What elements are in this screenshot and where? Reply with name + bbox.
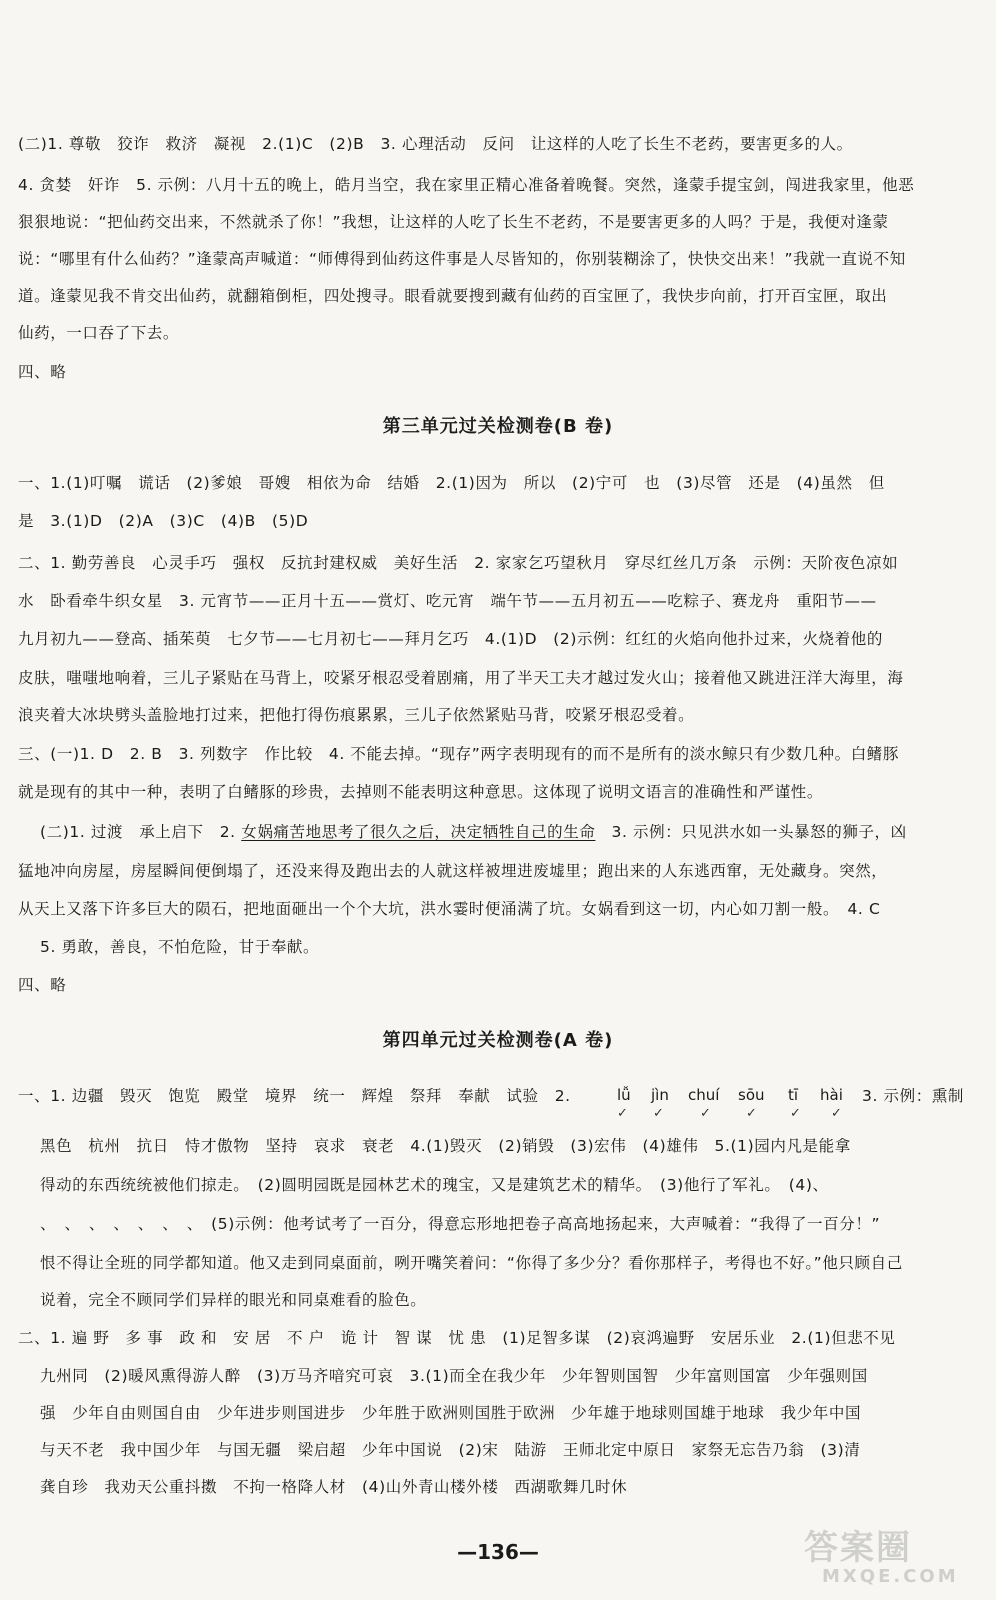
answer-line: 说着，完全不顾同学们异样的眼光和同桌难看的脸色。 (40, 1291, 427, 1309)
pinyin: chuí (688, 1086, 720, 1104)
answer-line: 与天不老 我中国少年 与国无疆 梁启超 少年中国说 (2)宋 陆游 王师北定中原日 家祭无忘告乃翁 (3)清 (40, 1441, 861, 1459)
pinyin: sōu (738, 1086, 765, 1104)
answer-line: 、 、 、 、 、 、 、 (5)示例：他考试考了一百分，得意忘形地把卷子高高地扬起来，大声喊着：“我得了一百分！” (40, 1215, 881, 1233)
answer-line: 狠狠地说：“把仙药交出来，不然就杀了你！”我想，让这样的人吃了长生不老药，不是要害更多的人吗？于是，我便对逢蒙 (18, 213, 889, 231)
underlined-answer: 女娲痛苦地思考了很久之后，决定牺牲自己的生命 (241, 823, 596, 841)
answer-line: 说：“哪里有什么仙药？”逢蒙高声喊道：“师傅得到仙药这件事是人尽皆知的，你别装糊涂了，快快交出来！”我就一直说不知 (18, 250, 906, 268)
pinyin: jìn (651, 1086, 669, 1104)
answer-line: 四、略 (18, 976, 67, 994)
answer-line: 四、略 (18, 363, 67, 381)
answer-line: 一、1.(1)叮嘱 谎话 (2)爹娘 哥嫂 相依为命 结婚 2.(1)因为 所以 (2)宁可 也 (3)尽管 还是 (4)虽然 但 (18, 474, 885, 492)
answer-text: (二)1. 过渡 承上启下 2. (40, 823, 242, 841)
answer-line: 九州同 (2)暖风熏得游人醉 (3)万马齐喑究可哀 3.(1)而全在我少年 少年智则国智 少年富则国富 少年强则国 (40, 1367, 868, 1385)
answer-line: 是 3.(1)D (2)A (3)C (4)B (5)D (18, 512, 309, 530)
answer-line: 浪夹着大冰块劈头盖脸地打过来，把他打得伤痕累累，三儿子依然紧贴马背，咬紧牙根忍受着。 (18, 706, 695, 724)
answer-line: 3. 示例：熏制 (862, 1087, 965, 1105)
check-mark-icon: ✓ (617, 1106, 628, 1121)
answer-line: 一、1. 边疆 毁灭 饱览 殿堂 境界 统一 辉煌 祭拜 奉献 试验 2. (18, 1087, 571, 1105)
answer-line: 猛地冲向房屋，房屋瞬间便倒塌了，还没来得及跑出去的人就这样被埋进废墟里；跑出来的人东逃西窜，无处藏身。突然， (18, 862, 888, 880)
check-mark-icon: ✓ (700, 1106, 711, 1121)
answer-line: 从天上又落下许多巨大的陨石，把地面砸出一个个大坑，洪水霎时便涌满了坑。女娲看到这一切，内心如刀割一般。 4. C (18, 900, 881, 918)
answer-line: 得动的东西统统被他们掠走。 (2)圆明园既是园林艺术的瑰宝，又是建筑艺术的精华。 (3)他行了军礼。 (4)、 (40, 1176, 829, 1194)
answer-text: 3. 示例：只见洪水如一头暴怒的狮子，凶 (595, 823, 907, 841)
answer-line: 龚自珍 我劝天公重抖擞 不拘一格降人材 (4)山外青山楼外楼 西湖歌舞几时休 (40, 1478, 628, 1496)
answer-line: 黑色 杭州 抗日 恃才傲物 坚持 哀求 衰老 4.(1)毁灭 (2)销毁 (3)宏伟 (4)雄伟 5.(1)园内凡是能拿 (40, 1137, 851, 1155)
watermark-logo (804, 1520, 974, 1594)
answer-line: 皮肤，嗤嗤地响着，三儿子紧贴在马背上，咬紧牙根忍受着剧痛，用了半天工夫才越过发火山；接着他又跳进汪洋大海里，海 (18, 669, 904, 687)
answer-line: 5. 勇敢，善良，不怕危险，甘于奉献。 (40, 938, 320, 956)
pinyin: lǚ (617, 1086, 631, 1104)
answer-line: (二)1. 尊敬 狡诈 救济 凝视 2.(1)C (2)B 3. 心理活动 反问 让这样的人吃了长生不老药，要害更多的人。 (18, 135, 853, 153)
answer-line (40, 822, 978, 842)
answer-line: 强 少年自由则国自由 少年进步则国进步 少年胜于欧洲则国胜于欧洲 少年雄于地球则国雄于地球 我少年中国 (40, 1404, 862, 1422)
pinyin: tī (788, 1086, 799, 1104)
check-mark-icon: ✓ (790, 1106, 801, 1121)
watermark-url: MXQE.COM (822, 1566, 959, 1587)
answer-line: 二、1. 遍 野 多 事 政 和 安 居 不 户 诡 计 智 谋 忧 患 (1)足智多谋 (2)哀鸿遍野 安居乐业 2.(1)但悲不见 (18, 1329, 896, 1347)
answer-line: 仙药，一口吞了下去。 (18, 324, 180, 342)
page-number: —136— (457, 1540, 539, 1564)
check-mark-icon: ✓ (831, 1106, 842, 1121)
answer-line: 4. 贪婪 奸诈 5. 示例：八月十五的晚上，皓月当空，我在家里正精心准备着晚餐。突然，逢蒙手提宝剑，闯进我家里，他恶 (18, 176, 915, 194)
answer-line: 就是现有的其中一种，表明了白鳍豚的珍贵，去掉则不能表明这种意思。这体现了说明文语言的准确性和严谨性。 (18, 783, 824, 801)
answer-line: 九月初九——登高、插茱萸 七夕节——七月初七——拜月乞巧 4.(1)D (2)示例：红红的火焰向他扑过来，火烧着他的 (18, 630, 883, 648)
check-mark-icon: ✓ (746, 1106, 757, 1121)
answer-line: 水 卧看牵牛织女星 3. 元宵节——正月十五——赏灯、吃元宵 端午节——五月初五——吃粽子、赛龙舟 重阳节—— (18, 592, 877, 610)
answer-line: 三、(一)1. D 2. B 3. 列数字 作比较 4. 不能去掉。“现存”两字表明现有的而不是所有的淡水鲸只有少数几种。白鳍豚 (18, 745, 899, 763)
watermark-text: 答案圈 (804, 1528, 912, 1568)
pinyin: hài (820, 1086, 843, 1104)
section-title-unit4-a: 第四单元过关检测卷(A 卷) (382, 1030, 614, 1051)
answer-line: 道。逢蒙见我不肯交出仙药，就翻箱倒柜，四处搜寻。眼看就要搜到藏有仙药的百宝匣了，我快步向前，打开百宝匣，取出 (18, 287, 888, 305)
answer-line: 恨不得让全班的同学都知道。他又走到同桌面前，咧开嘴笑着问：“你得了多少分？看你那样子，考得也不好。”他只顾自己 (40, 1254, 903, 1272)
section-title-unit3-b: 第三单元过关检测卷(B 卷) (382, 416, 614, 437)
check-mark-icon: ✓ (653, 1106, 664, 1121)
answer-line: 二、1. 勤劳善良 心灵手巧 强权 反抗封建权威 美好生活 2. 家家乞巧望秋月 穿尽红丝几万条 示例：天阶夜色凉如 (18, 554, 899, 572)
